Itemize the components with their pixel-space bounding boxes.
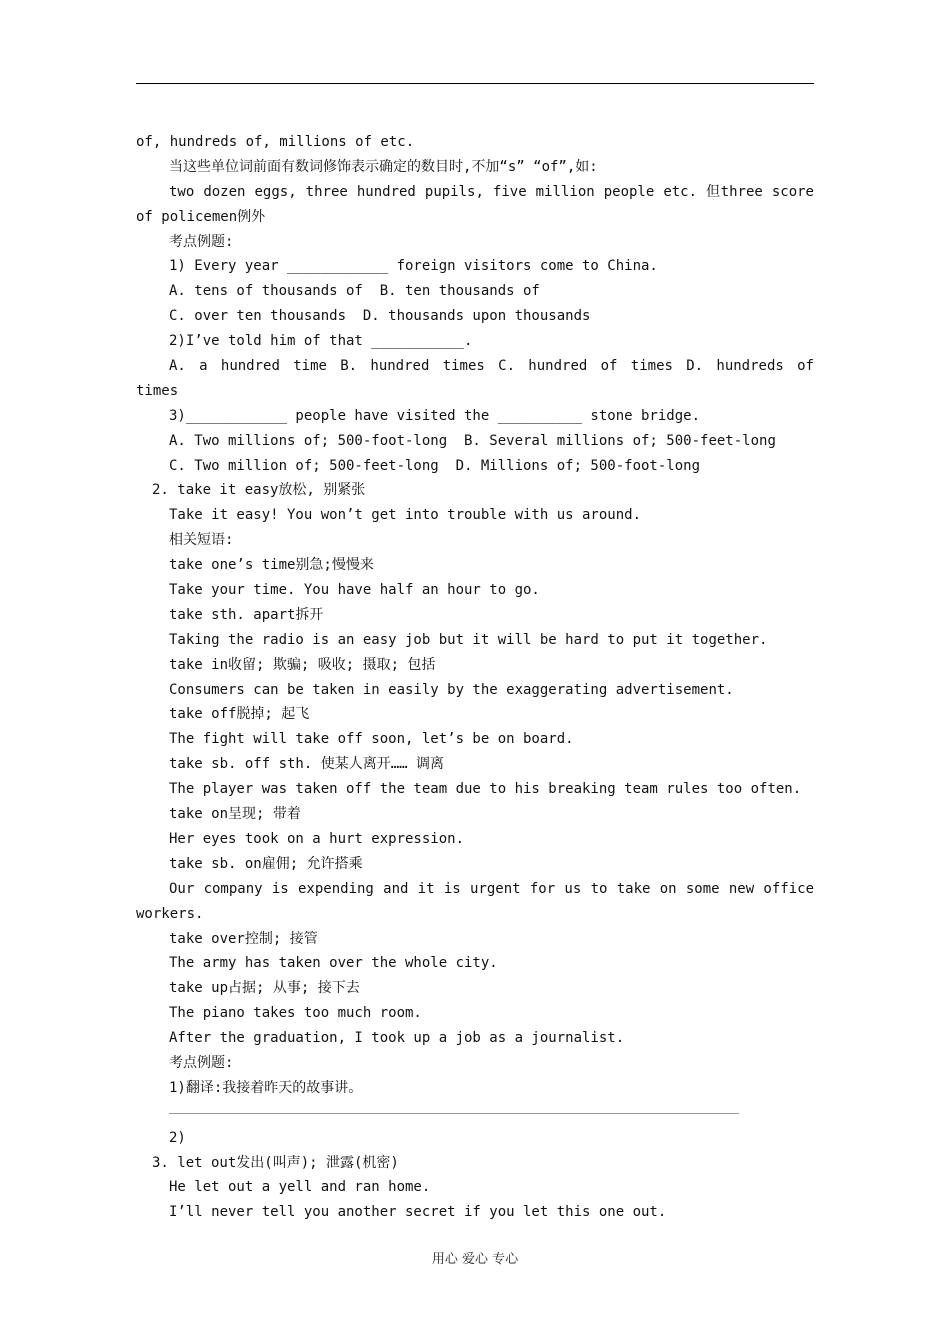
section-heading: 3. let out发出(叫声); 泄露(机密) — [152, 1154, 399, 1171]
page-footer: 用心 爱心 专心 — [431, 1252, 519, 1267]
answer-options: A. Two millions of; 500-foot-long B. Several millions of; 500-feet-long — [169, 432, 776, 449]
answer-options: C. Two million of; 500-feet-long D. Millions of; 500-foot-long — [169, 457, 701, 474]
phrase-entry: take up占据; 从事; 接下去 — [169, 980, 360, 997]
example-sentence: After the graduation, I took up a job as a journalist. — [169, 1030, 625, 1047]
phrase-entry: take over控制; 接管 — [169, 930, 318, 947]
answer-blank-line — [169, 1101, 739, 1126]
example-sentence: workers. — [136, 905, 204, 922]
phrase-entry: take off脱掉; 起飞 — [169, 706, 310, 723]
question: 1) Every year ____________ foreign visitors come to China. — [169, 258, 658, 275]
example-sentence: Consumers can be taken in easily by the exaggerating advertisement. — [169, 681, 734, 698]
text-line: 当这些单位词前面有数词修饰表示确定的数目时,不加“s” “of”,如: — [169, 158, 598, 175]
section-heading: 相关短语: — [169, 532, 234, 549]
example-sentence: The fight will take off soon, let’s be on board. — [169, 731, 574, 748]
question: 2) — [169, 1129, 186, 1146]
example-sentence: Take it easy! You won’t get into trouble with us around. — [169, 507, 642, 524]
document-body — [136, 130, 814, 1225]
section-heading: 2. take it easy放松, 别紧张 — [152, 482, 366, 499]
phrase-entry: take sb. off sth. 使某人离开…… 调离 — [169, 756, 445, 773]
question: 1)翻译:我接着昨天的故事讲。 — [169, 1079, 363, 1096]
example-sentence: Taking the radio is an easy job but it will be hard to put it together. — [169, 631, 768, 648]
phrase-entry: take sth. apart拆开 — [169, 606, 324, 623]
header-rule — [136, 83, 814, 84]
example-sentence: I’ll never tell you another secret if you let this one out. — [169, 1204, 667, 1221]
section-heading: 考点例题: — [169, 233, 234, 250]
text-line: of policemen例外 — [136, 208, 266, 225]
phrase-entry: take in收留; 欺骗; 吸收; 摄取; 包括 — [169, 656, 436, 673]
text-line: of, hundreds of, millions of etc. — [136, 134, 415, 150]
answer-options: A. tens of thousands of B. ten thousands of — [169, 283, 540, 300]
question: 3)____________ people have visited the __________ stone bridge. — [169, 407, 701, 424]
section-heading: 考点例题: — [169, 1054, 234, 1071]
example-sentence: Our company is expending and it is urgent for us to take on some new office — [169, 880, 814, 897]
phrase-entry: take sb. on雇佣; 允许搭乘 — [169, 855, 363, 872]
example-sentence: The army has taken over the whole city. — [169, 955, 498, 972]
answer-options: times — [136, 382, 179, 399]
text-line: two dozen eggs, three hundred pupils, five million people etc. 但three score — [169, 183, 814, 200]
example-sentence: He let out a yell and ran home. — [169, 1179, 431, 1196]
example-sentence: The piano takes too much room. — [169, 1005, 422, 1022]
example-sentence: Take your time. You have half an hour to go. — [169, 582, 540, 599]
question: 2)I’ve told him of that ___________. — [169, 333, 473, 350]
example-sentence: The player was taken off the team due to his breaking team rules too often. — [169, 781, 802, 798]
phrase-entry: take one’s time别急;慢慢来 — [169, 557, 374, 574]
answer-options: A. a hundred time B. hundred times C. hundred of times D. hundreds of — [169, 358, 814, 375]
answer-options: C. over ten thousands D. thousands upon thousands — [169, 308, 591, 325]
example-sentence: Her eyes took on a hurt expression. — [169, 830, 465, 847]
phrase-entry: take on呈现; 带着 — [169, 806, 301, 823]
